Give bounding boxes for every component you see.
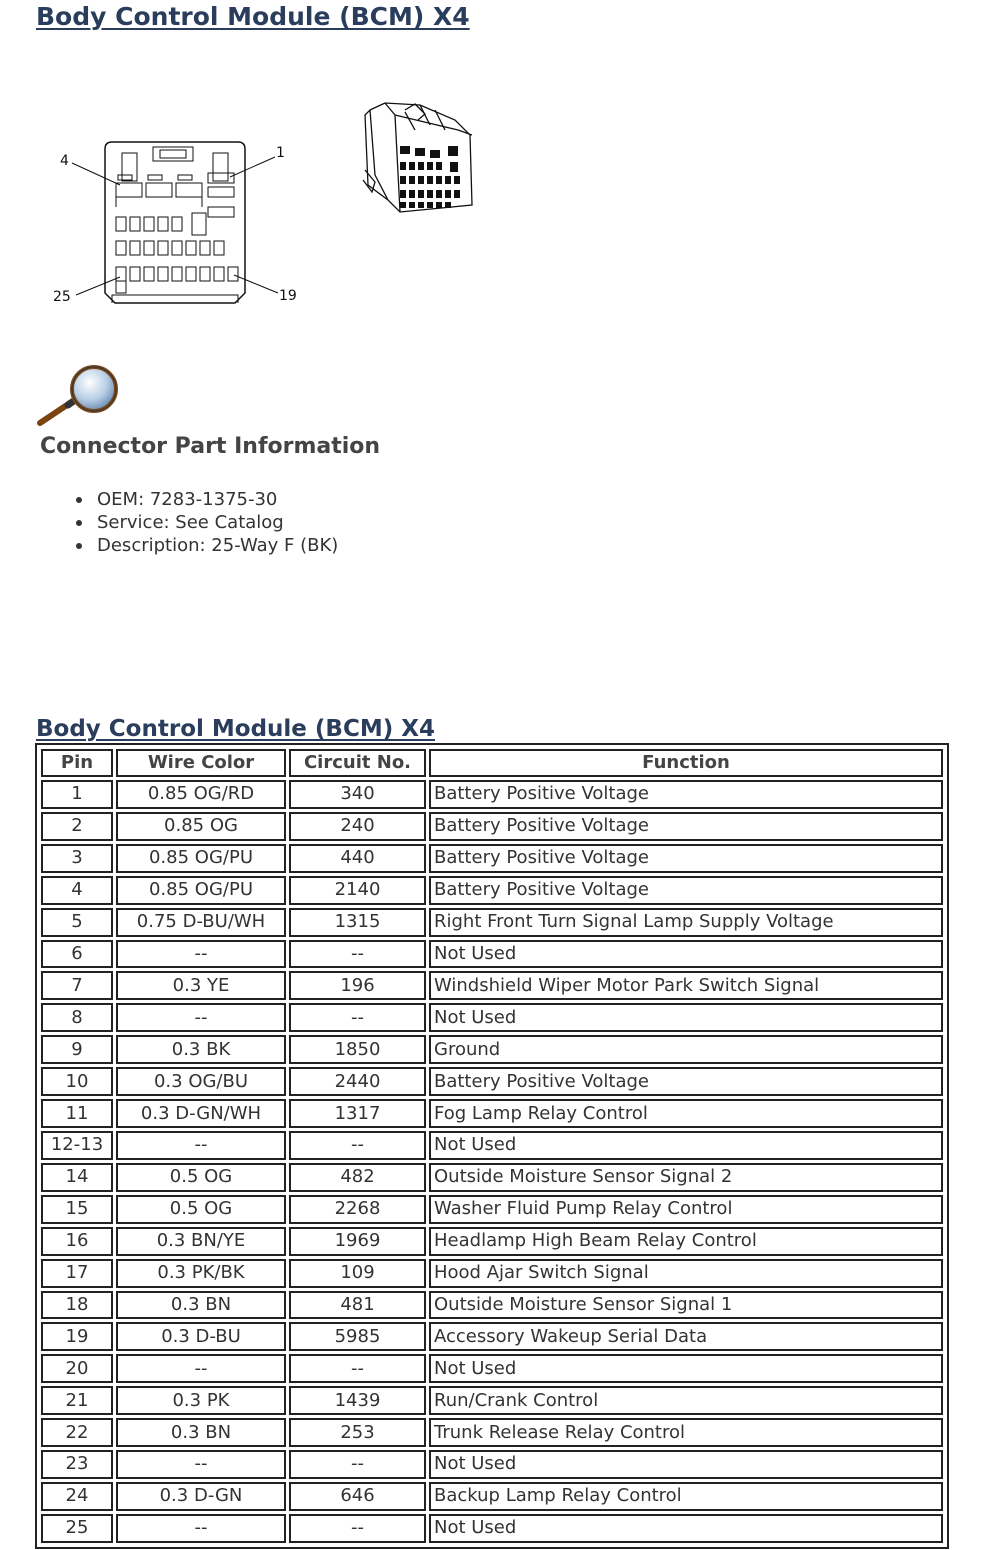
- function-cell: Not Used: [429, 1514, 943, 1543]
- function-cell: Ground: [429, 1035, 943, 1064]
- circuit-no-cell: --: [289, 940, 426, 969]
- table-row: [41, 971, 943, 1000]
- circuit-no-cell: 2440: [289, 1067, 426, 1096]
- circuit-no-cell: --: [289, 1354, 426, 1383]
- magnifying-glass-icon: [34, 363, 124, 429]
- function-cell: Battery Positive Voltage: [429, 780, 943, 809]
- part-info-list: [74, 488, 338, 557]
- wire-color-cell: --: [116, 1003, 286, 1032]
- table-row: [41, 1099, 943, 1128]
- circuit-no-cell: 1969: [289, 1227, 426, 1256]
- pin-cell: 20: [41, 1354, 113, 1383]
- pin-label-1: 1: [276, 145, 285, 161]
- part-info-description: Description: 25-Way F (BK): [74, 534, 338, 557]
- function-cell: Backup Lamp Relay Control: [429, 1482, 943, 1511]
- wire-color-cell: 0.3 D-BU: [116, 1322, 286, 1351]
- pin-cell: 15: [41, 1195, 113, 1224]
- circuit-no-cell: 253: [289, 1418, 426, 1447]
- circuit-no-cell: 2268: [289, 1195, 426, 1224]
- wire-color-cell: 0.3 BN/YE: [116, 1227, 286, 1256]
- function-cell: Outside Moisture Sensor Signal 2: [429, 1163, 943, 1192]
- pin-cell: 6: [41, 940, 113, 969]
- wire-color-cell: 0.5 OG: [116, 1195, 286, 1224]
- header-pin: Pin: [41, 749, 113, 777]
- connector-isometric-drawing: [360, 100, 480, 220]
- pin-cell: 12-13: [41, 1131, 113, 1160]
- part-info-service: Service: See Catalog: [74, 511, 338, 534]
- table-row: [41, 1386, 943, 1415]
- circuit-no-cell: 440: [289, 844, 426, 873]
- table-row: [41, 1131, 943, 1160]
- pin-label-19: 19: [279, 288, 297, 304]
- wire-color-cell: 0.3 D-GN: [116, 1482, 286, 1511]
- pin-cell: 25: [41, 1514, 113, 1543]
- function-cell: Right Front Turn Signal Lamp Supply Voltage: [429, 908, 943, 937]
- page-title: Body Control Module (BCM) X4: [36, 2, 470, 31]
- table-row: [41, 908, 943, 937]
- function-cell: Not Used: [429, 1354, 943, 1383]
- pin-label-25: 25: [53, 289, 71, 305]
- table-row: [41, 1450, 943, 1479]
- table-row: [41, 1003, 943, 1032]
- table-row: [41, 1163, 943, 1192]
- function-cell: Trunk Release Relay Control: [429, 1418, 943, 1447]
- circuit-no-cell: 1850: [289, 1035, 426, 1064]
- table-row: [41, 1291, 943, 1320]
- function-cell: Not Used: [429, 1131, 943, 1160]
- pin-table-frame: [35, 743, 949, 1549]
- wire-color-cell: --: [116, 940, 286, 969]
- function-cell: Windshield Wiper Motor Park Switch Signal: [429, 971, 943, 1000]
- wire-color-cell: 0.85 OG/PU: [116, 844, 286, 873]
- pin-cell: 24: [41, 1482, 113, 1511]
- part-info-heading: Connector Part Information: [40, 434, 381, 459]
- function-cell: Fog Lamp Relay Control: [429, 1099, 943, 1128]
- pin-cell: 14: [41, 1163, 113, 1192]
- table-row: [41, 1482, 943, 1511]
- wire-color-cell: 0.3 BN: [116, 1291, 286, 1320]
- pin-cell: 7: [41, 971, 113, 1000]
- function-cell: Battery Positive Voltage: [429, 844, 943, 873]
- pin-cell: 9: [41, 1035, 113, 1064]
- pin-table: [38, 746, 946, 1546]
- wire-color-cell: --: [116, 1514, 286, 1543]
- circuit-no-cell: 1317: [289, 1099, 426, 1128]
- table-row: [41, 1035, 943, 1064]
- table-row: [41, 1514, 943, 1543]
- pin-cell: 10: [41, 1067, 113, 1096]
- table-row: [41, 1227, 943, 1256]
- table-row: [41, 844, 943, 873]
- pin-cell: 4: [41, 876, 113, 905]
- pin-table-title: Body Control Module (BCM) X4: [36, 716, 435, 742]
- pin-cell: 1: [41, 780, 113, 809]
- circuit-no-cell: 196: [289, 971, 426, 1000]
- wire-color-cell: 0.3 BN: [116, 1418, 286, 1447]
- pin-cell: 2: [41, 812, 113, 841]
- wire-color-cell: 0.75 D-BU/WH: [116, 908, 286, 937]
- wire-color-cell: --: [116, 1131, 286, 1160]
- circuit-no-cell: 109: [289, 1259, 426, 1288]
- circuit-no-cell: 340: [289, 780, 426, 809]
- table-row: [41, 940, 943, 969]
- function-cell: Battery Positive Voltage: [429, 1067, 943, 1096]
- pin-cell: 23: [41, 1450, 113, 1479]
- circuit-no-cell: 2140: [289, 876, 426, 905]
- pin-cell: 5: [41, 908, 113, 937]
- header-function: Function: [429, 749, 943, 777]
- wire-color-cell: 0.3 OG/BU: [116, 1067, 286, 1096]
- table-row: [41, 1354, 943, 1383]
- connector-face-drawing: [50, 135, 310, 315]
- circuit-no-cell: --: [289, 1131, 426, 1160]
- table-row: [41, 1195, 943, 1224]
- wire-color-cell: 0.85 OG/PU: [116, 876, 286, 905]
- function-cell: Not Used: [429, 1003, 943, 1032]
- function-cell: Not Used: [429, 940, 943, 969]
- pin-cell: 18: [41, 1291, 113, 1320]
- function-cell: Battery Positive Voltage: [429, 812, 943, 841]
- pin-cell: 19: [41, 1322, 113, 1351]
- function-cell: Not Used: [429, 1450, 943, 1479]
- circuit-no-cell: 1315: [289, 908, 426, 937]
- wire-color-cell: --: [116, 1354, 286, 1383]
- pin-cell: 17: [41, 1259, 113, 1288]
- table-row: [41, 1322, 943, 1351]
- function-cell: Run/Crank Control: [429, 1386, 943, 1415]
- function-cell: Headlamp High Beam Relay Control: [429, 1227, 943, 1256]
- pin-label-4: 4: [60, 153, 69, 169]
- circuit-no-cell: --: [289, 1003, 426, 1032]
- table-row: [41, 812, 943, 841]
- wire-color-cell: 0.3 D-GN/WH: [116, 1099, 286, 1128]
- header-circuit-no: Circuit No.: [289, 749, 426, 777]
- circuit-no-cell: 1439: [289, 1386, 426, 1415]
- table-row: [41, 780, 943, 809]
- table-row: [41, 876, 943, 905]
- function-cell: Accessory Wakeup Serial Data: [429, 1322, 943, 1351]
- circuit-no-cell: --: [289, 1514, 426, 1543]
- wire-color-cell: 0.3 BK: [116, 1035, 286, 1064]
- pin-cell: 21: [41, 1386, 113, 1415]
- wire-color-cell: 0.85 OG: [116, 812, 286, 841]
- wire-color-cell: 0.5 OG: [116, 1163, 286, 1192]
- circuit-no-cell: 5985: [289, 1322, 426, 1351]
- table-row: [41, 1418, 943, 1447]
- pin-cell: 22: [41, 1418, 113, 1447]
- function-cell: Outside Moisture Sensor Signal 1: [429, 1291, 943, 1320]
- wire-color-cell: 0.3 YE: [116, 971, 286, 1000]
- connector-face-diagram: [50, 135, 310, 315]
- pin-cell: 3: [41, 844, 113, 873]
- wire-color-cell: 0.85 OG/RD: [116, 780, 286, 809]
- function-cell: Washer Fluid Pump Relay Control: [429, 1195, 943, 1224]
- function-cell: Hood Ajar Switch Signal: [429, 1259, 943, 1288]
- pin-cell: 8: [41, 1003, 113, 1032]
- table-row: [41, 1259, 943, 1288]
- circuit-no-cell: --: [289, 1450, 426, 1479]
- pin-table-body: [41, 780, 943, 1543]
- part-info-oem: OEM: 7283-1375-30: [74, 488, 338, 511]
- wire-color-cell: --: [116, 1450, 286, 1479]
- pin-cell: 11: [41, 1099, 113, 1128]
- header-wire-color: Wire Color: [116, 749, 286, 777]
- circuit-no-cell: 481: [289, 1291, 426, 1320]
- pin-cell: 16: [41, 1227, 113, 1256]
- wire-color-cell: 0.3 PK/BK: [116, 1259, 286, 1288]
- pin-table-header-row: [41, 749, 943, 777]
- table-row: [41, 1067, 943, 1096]
- circuit-no-cell: 646: [289, 1482, 426, 1511]
- function-cell: Battery Positive Voltage: [429, 876, 943, 905]
- wire-color-cell: 0.3 PK: [116, 1386, 286, 1415]
- circuit-no-cell: 482: [289, 1163, 426, 1192]
- circuit-no-cell: 240: [289, 812, 426, 841]
